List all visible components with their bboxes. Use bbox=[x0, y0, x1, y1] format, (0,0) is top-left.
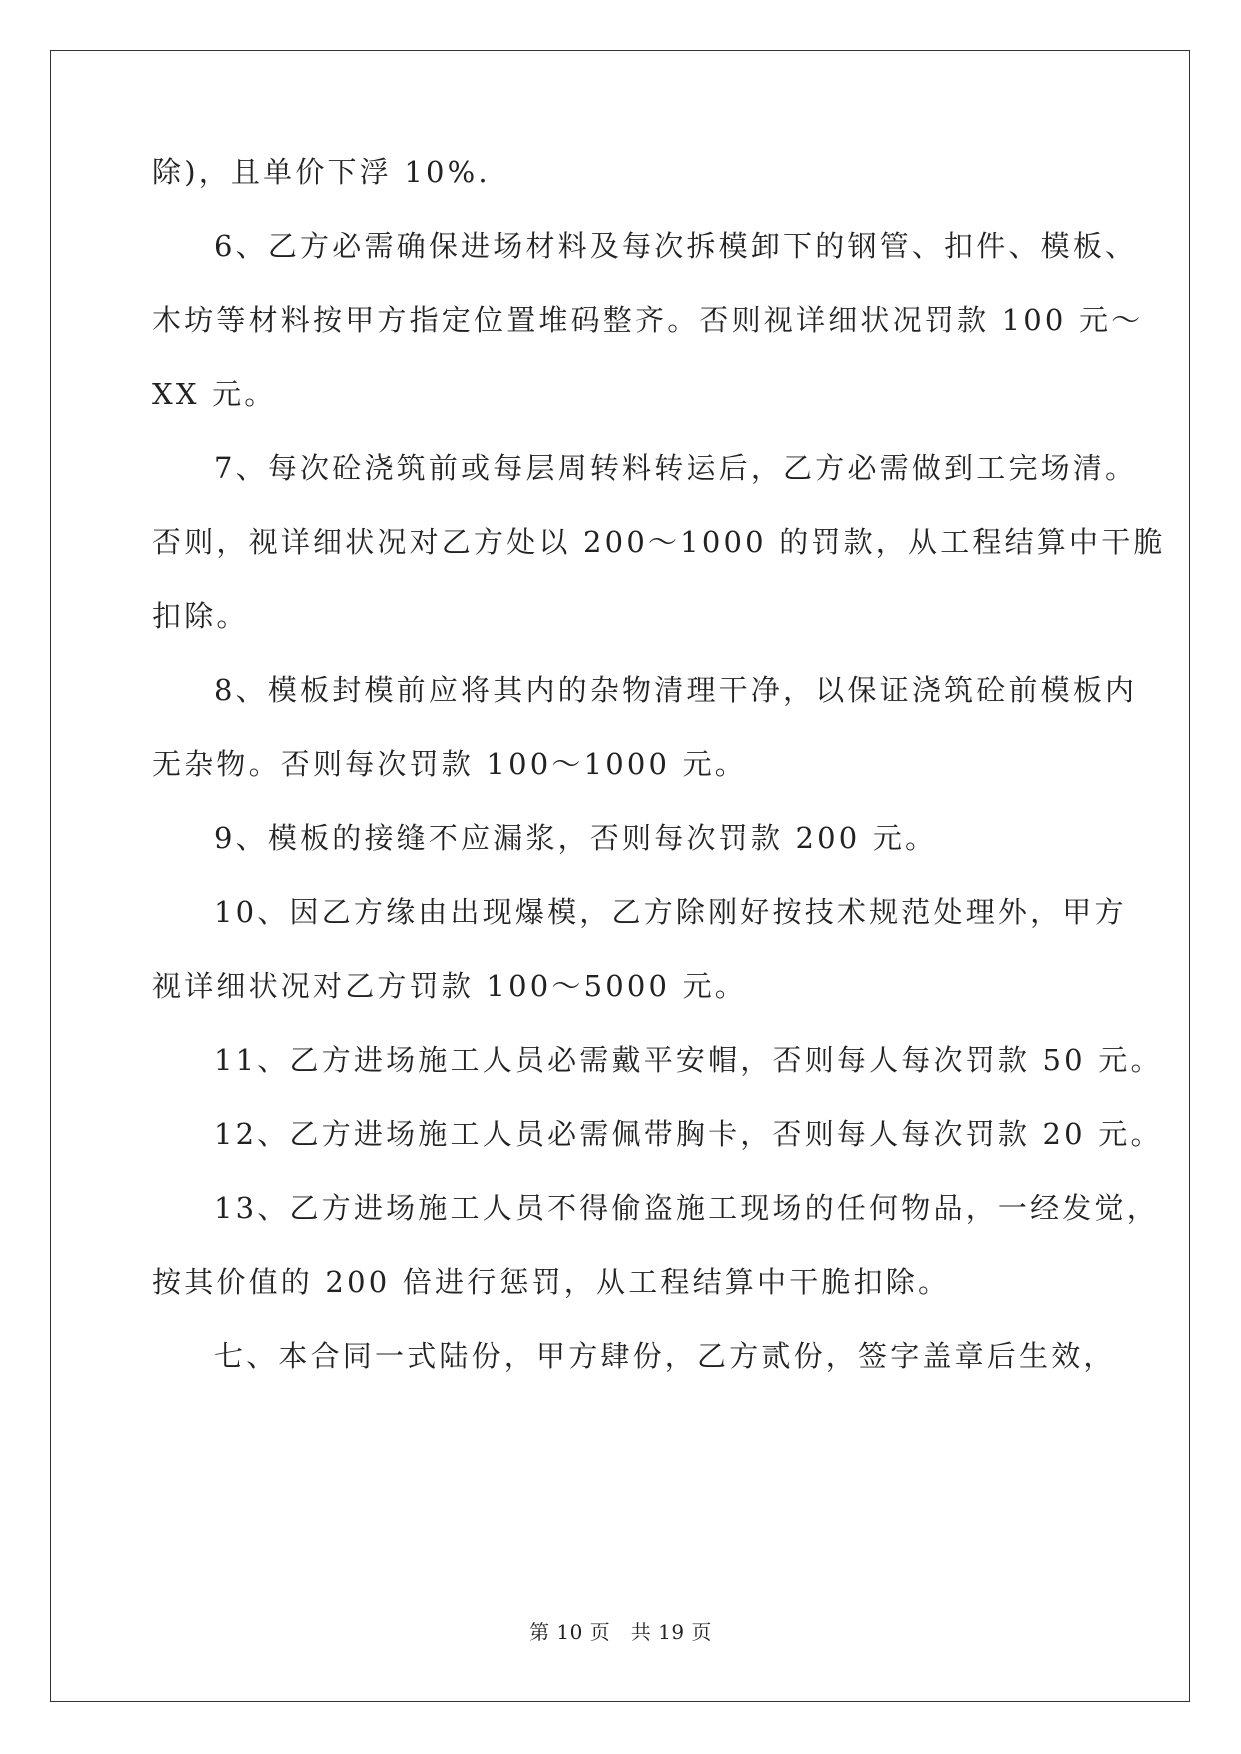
text-line: 8、模板封模前应将其内的杂物清理干净，以保证浇筑砼前模板内 bbox=[214, 673, 1138, 707]
text-line: 7、每次砼浇筑前或每层周转料转运后，乙方必需做到工完场清。 bbox=[214, 451, 1138, 485]
text-line: 12、乙方进场施工人员必需佩带胸卡，否则每人每次罚款 20 元。 bbox=[214, 1117, 1163, 1151]
text-line: 视详细状况对乙方罚款 100～5000 元。 bbox=[152, 969, 747, 1003]
text-line: 6、乙方必需确保进场材料及每次拆模卸下的钢管、扣件、模板、 bbox=[214, 229, 1138, 263]
text-line: 10、因乙方缘由出现爆模，乙方除刚好按技术规范处理外，甲方 bbox=[214, 895, 1127, 929]
page-number: 第 10 页 共 19 页 bbox=[529, 1620, 712, 1644]
text-line: 9、模板的接缝不应漏浆，否则每次罚款 200 元。 bbox=[214, 821, 938, 855]
text-line: 扣除。 bbox=[152, 599, 249, 633]
text-line: 无杂物。否则每次罚款 100～1000 元。 bbox=[152, 747, 747, 781]
text-line: 否则，视详细状况对乙方处以 200～1000 的罚款，从工程结算中干脆 bbox=[152, 525, 1166, 559]
text-line: XX 元。 bbox=[152, 377, 277, 411]
text-line: 木坊等材料按甲方指定位置堆码整齐。否则视详细状况罚款 100 元～ bbox=[152, 303, 1144, 337]
text-line: 除)，且单价下浮 10%. bbox=[152, 155, 491, 189]
text-line: 按其价值的 200 倍进行惩罚，从工程结算中干脆扣除。 bbox=[152, 1265, 951, 1299]
text-line: 七、本合同一式陆份，甲方肆份，乙方贰份，签字盖章后生效， bbox=[214, 1339, 1116, 1373]
text-line: 13、乙方进场施工人员不得偷盗施工现场的任何物品，一经发觉， bbox=[214, 1191, 1159, 1225]
text-line: 11、乙方进场施工人员必需戴平安帽，否则每人每次罚款 50 元。 bbox=[214, 1043, 1163, 1077]
page-border bbox=[50, 50, 1190, 1702]
